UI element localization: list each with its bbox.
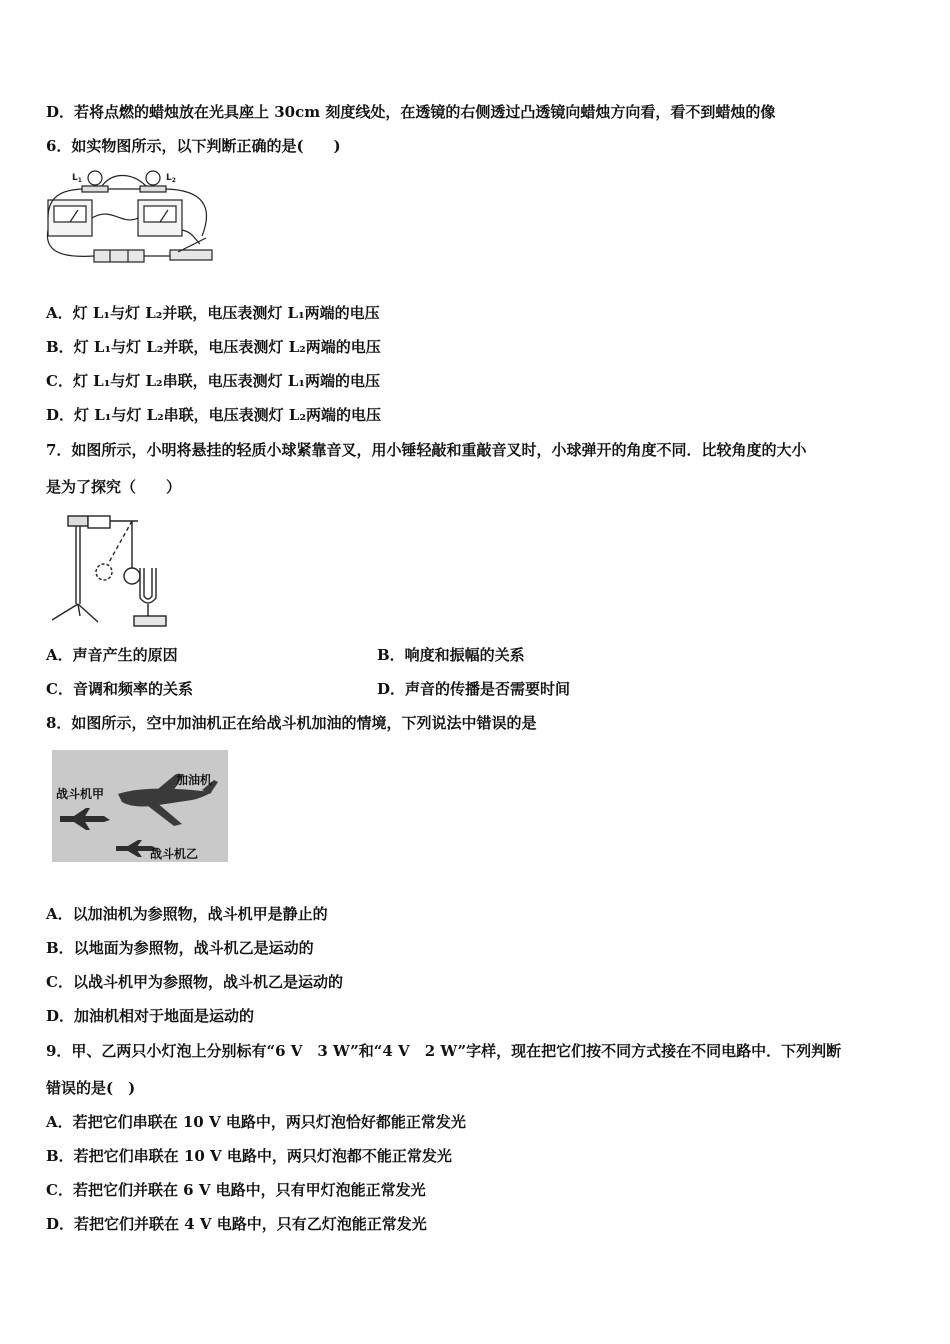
q7-option-a: A．声音产生的原因 [46, 646, 178, 664]
q8-stem: 8．如图所示，空中加油机正在给战斗机加油的情境，下列说法中错误的是 [46, 714, 537, 732]
q9-stem-line1: 9．甲、乙两只小灯泡上分别标有“6 V 3 W”和“4 V 2 W”字样，现在把它们按不同方式接在不同电路中．下列判断 [46, 1042, 842, 1060]
q6-option-a: A．灯 L₁与灯 L₂并联，电压表测灯 L₁两端的电压 [46, 304, 380, 322]
q8-option-c: C．以战斗机甲为参照物，战斗机乙是运动的 [46, 973, 343, 991]
q7-option-c: C．音调和频率的关系 [46, 680, 193, 698]
q9-option-b: B．若把它们串联在 10 V 电路中，两只灯泡都不能正常发光 [46, 1147, 452, 1165]
q8-aircraft-photo [52, 750, 228, 862]
q8-label-fighter-b: 战斗机乙 [150, 847, 199, 861]
q6-fig-label-l2-sub: 2 [171, 177, 176, 184]
q6-option-d: D．灯 L₁与灯 L₂串联，电压表测灯 L₂两端的电压 [46, 406, 382, 424]
q9-stem-line2: 错误的是( ) [46, 1079, 136, 1097]
q7-option-b: B．响度和振幅的关系 [377, 646, 525, 664]
q5-option-d: D．若将点燃的蜡烛放在光具座上 30cm 刻度线处，在透镜的右侧透过凸透镜向蜡烛方向看，看不到蜡烛的像 [46, 103, 776, 121]
q8-option-b: B．以地面为参照物，战斗机乙是运动的 [46, 939, 314, 957]
q8-label-tanker: 加油机 [176, 773, 213, 787]
q6-fig-label-l1-sub: 1 [77, 177, 82, 184]
q9-option-c: C．若把它们并联在 6 V 电路中，只有甲灯泡能正常发光 [46, 1181, 426, 1199]
q7-stem-line2: 是为了探究（ ） [46, 478, 182, 496]
q6-fig-label-l1: L [72, 173, 78, 183]
q6-option-b: B．灯 L₁与灯 L₂并联，电压表测灯 L₂两端的电压 [46, 338, 381, 356]
q8-option-a: A．以加油机为参照物，战斗机甲是静止的 [46, 905, 328, 923]
q6-option-c: C．灯 L₁与灯 L₂串联，电压表测灯 L₁两端的电压 [46, 372, 380, 390]
q6-fig-label-l2: L [166, 173, 172, 183]
q9-option-d: D．若把它们并联在 4 V 电路中，只有乙灯泡能正常发光 [46, 1215, 427, 1233]
q8-label-fighter-a: 战斗机甲 [56, 787, 105, 801]
q6-stem: 6．如实物图所示，以下判断正确的是( ) [46, 137, 341, 155]
svg-text:L2 [166, 173, 176, 184]
q7-option-d: D．声音的传播是否需要时间 [377, 680, 571, 698]
q7-tuning-fork-figure [44, 508, 184, 632]
svg-text:L1 [72, 173, 82, 184]
q7-stem-line1: 7．如图所示，小明将悬挂的轻质小球紧靠音叉，用小锤轻敲和重敲音叉时，小球弹开的角度不同．比较角度的大小 [46, 441, 807, 459]
q6-circuit-figure [42, 166, 222, 266]
q8-option-d: D．加油机相对于地面是运动的 [46, 1007, 255, 1025]
q9-option-a: A．若把它们串联在 10 V 电路中，两只灯泡恰好都能正常发光 [46, 1113, 466, 1131]
